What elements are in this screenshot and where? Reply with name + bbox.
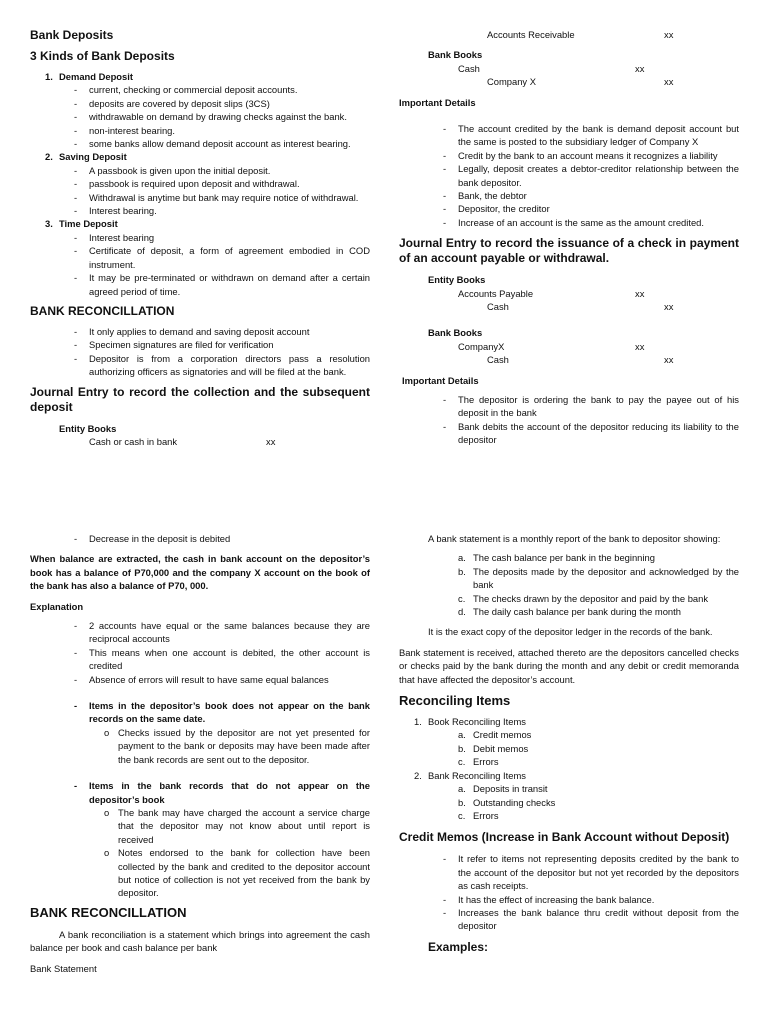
list-item: - Interest bearing. — [74, 205, 157, 217]
list-item: a. Credit memos — [458, 729, 532, 741]
page-title: Bank Deposits — [30, 28, 114, 42]
bank-books-label: Bank Books — [428, 49, 483, 61]
reconciling-items-heading: Reconciling Items — [399, 693, 511, 709]
list-item: - Credit by the bank to an account means it recognizes a liability — [443, 149, 718, 161]
list-item: o Checks issued by the depositor are not yet presented for payment to the bank or deposits may have been made after the bank records are sent out to the depositor. — [104, 726, 370, 765]
list-item: - Decrease in the deposit is debited — [74, 533, 231, 544]
entity-books-label: Entity Books — [59, 422, 117, 434]
kind-saving: 2. Saving Deposit - A passbook is given upon the initial deposit. - passbook is required upon deposit and withdrawal. - Withdrawal is anytime but bank may require notice of withdrawal. - Interest bearing. — [30, 150, 370, 217]
list-item: - It may be pre-terminated or withdrawn on demand after a certain agreed period of time. — [74, 272, 370, 297]
book-reconciling-items: 1. Book Reconciling Items a. Credit memos b. Debit memos c. Errors — [399, 715, 739, 769]
kind-label: Saving Deposit — [59, 151, 127, 163]
list-item: - It refer to items not representing deposits credited by the bank to the account of the depositor but not yet recorded by the depositors as cash receipts. — [443, 853, 739, 892]
list-item: o The bank may have charged the account a service charge that the depositor may not know about until report is received — [104, 806, 370, 845]
kind-demand: 1. Demand Deposit - current, checking or commercial deposit accounts. - deposits are covered by deposit slips (3CS) - withdrawable on demand by drawing checks against the bank. - non-interest bearing. - some banks allow demand deposit account as interest bearing. — [30, 70, 370, 150]
kind-time: 3. Time Deposit - Interest bearing - Certificate of deposit, a form of agreement embodied in COD instrument. - It may be pre-terminated or withdrawn on demand after a certain agreed period of time. — [30, 217, 370, 297]
list-item: - Certificate of deposit, a form of agreement embodied in COD instrument. — [74, 245, 370, 270]
list-item: - Withdrawal is anytime but bank may require notice of withdrawal. — [74, 191, 359, 203]
list-item: - some banks allow demand deposit account as interest bearing. — [74, 138, 351, 150]
list-item: - Bank debits the account of the depositor reducing its liability to the depositor — [443, 420, 739, 446]
list-item: - Depositor is from a corporation directors pass a resolution authorizing officers as signatories and will be filed at the bank. — [74, 352, 370, 378]
list-item: a. Deposits in transit — [458, 783, 548, 795]
list-item: - Absence of errors will result to have same equal balances — [74, 673, 329, 685]
left-top-column — [30, 28, 370, 448]
list-item: - non-interest bearing. — [74, 124, 175, 136]
je-row-companyx: CompanyX xx — [458, 340, 645, 352]
je-row-cash: Cash xx — [487, 301, 674, 313]
list-item: - 2 accounts have equal or the same balances because they are reciprocal accounts — [74, 620, 370, 645]
left-bottom-column — [30, 532, 370, 975]
important-details-label: Important Details — [402, 374, 479, 386]
right-bottom-column — [399, 532, 739, 955]
list-item: - passbook is required upon deposit and withdrawal. — [74, 178, 300, 190]
recon-paragraph: A bank reconciliation is a statement which brings into agreement the cash balance per book and cash balance per bank — [30, 928, 370, 954]
items-depositor-heading: - Items in the depositor’s book does not appear on the bank records on the same date. — [74, 700, 370, 725]
exact-copy-text: It is the exact copy of the depositor ledger in the records of the bank. — [428, 626, 713, 638]
list-item: - Depositor, the creditor — [443, 203, 550, 215]
list-item: - Increase of an account is the same as the amount credited. — [443, 216, 704, 228]
kind-label: Time Deposit — [59, 218, 118, 230]
list-item: - Specimen signatures are filed for verification — [74, 339, 274, 351]
list-item: - withdrawable on demand by drawing checks against the bank. — [74, 111, 347, 123]
je-check-heading: Journal Entry to record the issuance of a check in payment of an account payable or withdrawal. — [399, 236, 739, 266]
list-item: - It has the effect of increasing the bank balance. — [443, 893, 655, 905]
bank-statement-label: Bank Statement — [30, 962, 97, 974]
kinds-heading: 3 Kinds of Bank Deposits — [30, 49, 175, 63]
je-row-accounts-payable: Accounts Payable xx — [458, 287, 645, 299]
je-row-accounts-receivable: Accounts Receivable xx — [487, 29, 674, 40]
list-item: - Legally, deposit creates a debtor-creditor relationship between the bank depositor. — [443, 163, 739, 188]
je-collection-heading: Journal Entry to record the collection and the subsequent deposit — [30, 384, 370, 414]
list-item: - It only applies to demand and saving deposit account — [74, 325, 310, 337]
credit-memos-heading: Credit Memos (Increase in Bank Account without Deposit) — [399, 830, 730, 845]
entity-books-label: Entity Books — [428, 274, 486, 286]
list-item: - Bank, the debtor — [443, 190, 527, 202]
list-item: - Increases the bank balance thru credit without deposit from the depositor — [443, 906, 739, 932]
je-row-cash: Cash xx — [458, 62, 645, 74]
recon-heading: BANK RECONCILLATION — [30, 303, 175, 318]
je-row-cash: Cash xx — [487, 354, 674, 366]
bank-books-label: Bank Books — [428, 327, 483, 339]
list-item: c. The checks drawn by the depositor and paid by the bank — [458, 592, 709, 604]
recon-heading-2: BANK RECONCILLATION — [30, 904, 187, 920]
list-item: b. The deposits made by the depositor and acknowledged by the bank — [458, 565, 739, 591]
list-item: - A passbook is given upon the initial deposit. — [74, 164, 271, 176]
list-item: a. The cash balance per bank in the beginning — [458, 552, 655, 564]
list-item: - The depositor is ordering the bank to pay the payee out of his deposit in the bank — [443, 394, 739, 419]
received-paragraph: Bank statement is received, attached thereto are the depositors cancelled checks or checks paid by the bank during the month and any debit or credit memoranda that have affected the depositor’s account. — [399, 646, 739, 685]
list-item: - Interest bearing — [74, 231, 155, 243]
bank-reconciling-items: 2. Bank Reconciling Items a. Deposits in transit b. Outstanding checks c. Errors — [399, 769, 739, 823]
important-details-label: Important Details — [399, 96, 476, 108]
statement-intro: A bank statement is a monthly report of the bank to depositor showing: — [428, 533, 721, 544]
list-item: c. Errors — [458, 809, 499, 821]
list-item: - current, checking or commercial deposit accounts. — [74, 84, 298, 96]
right-top-column — [399, 28, 739, 447]
list-item: - deposits are covered by deposit slips (3CS) — [74, 97, 270, 109]
items-bank-heading: - Items in the bank records that do not appear on the depositor’s book — [74, 780, 370, 805]
explanation-label: Explanation — [30, 600, 84, 612]
je-row-company-x: Company X xx — [487, 76, 674, 88]
list-item: o Notes endorsed to the bank for collection have been collected by the bank and credited to the depositor account but notice of collection is not yet received from the bank by depositor. — [104, 847, 370, 899]
list-item: b. Outstanding checks — [458, 796, 556, 808]
list-item: d. The daily cash balance per bank during the month — [458, 606, 681, 618]
list-item: c. Errors — [458, 756, 499, 768]
list-item: b. Debit memos — [458, 742, 529, 754]
kinds-list — [30, 70, 370, 298]
list-item: - This means when one account is debited, the other account is credited — [74, 646, 370, 672]
list-item: - The account credited by the bank is demand deposit account but the same is posted to the subsidiary ledger of Company X — [443, 122, 739, 148]
kind-label: Demand Deposit — [59, 71, 133, 82]
examples-label: Examples: — [428, 939, 489, 954]
balance-paragraph: When balance are extracted, the cash in bank account on the depositor’s book has a balance of P70,000 and the company X account on the book of the bank has also a balance of P70, 000. — [30, 553, 370, 592]
je-row-cash: Cash or cash in bank xx — [89, 435, 276, 447]
